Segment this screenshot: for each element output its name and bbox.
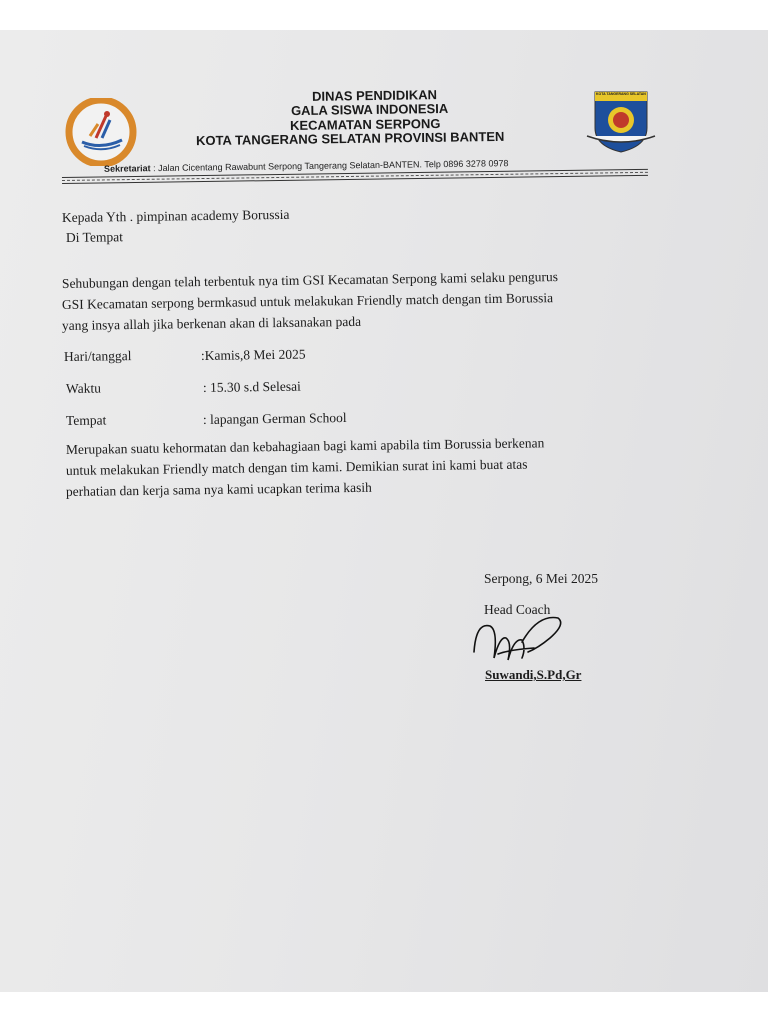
signature-date-place: Serpong, 6 Mei 2025 bbox=[484, 571, 598, 586]
gsi-logo bbox=[64, 98, 138, 166]
detail-label-time: Waktu bbox=[65, 380, 102, 396]
intro-line-1: Sehubungan dengan telah terbentuk nya tim GSI Kecamatan Serpong kami selaku pengurus bbox=[61, 269, 559, 291]
closing-line-3: perhatian dan kerja sama nya kami ucapkan terima kasih bbox=[65, 479, 372, 499]
detail-label-date: Hari/tanggal bbox=[63, 348, 132, 364]
recipient-line: Kepada Yth . pimpinan academy Borussia bbox=[61, 206, 290, 225]
recipient-place: Di Tempat bbox=[65, 229, 124, 245]
header-line-3: KECAMATAN SERPONG bbox=[289, 115, 441, 134]
secretariat-label: Sekretariat bbox=[103, 163, 151, 174]
intro-line-3: yang insya allah jika berkenan akan di laksanakan pada bbox=[61, 313, 362, 333]
header-line-2: GALA SISWA INDONESIA bbox=[290, 100, 449, 119]
intro-line-2: GSI Kecamatan serpong bermkasud untuk melakukan Friendly match dengan tim Borussia bbox=[61, 290, 554, 312]
kota-tangsel-emblem bbox=[583, 88, 659, 154]
emblem-caption: KOTA TANGERANG SELATAN bbox=[596, 92, 646, 96]
letter-page bbox=[0, 30, 768, 992]
detail-value-time: : 15.30 s.d Selesai bbox=[202, 378, 301, 395]
closing-line-2: untuk melakukan Friendly match dengan tim kami. Demikian surat ini kami buat atas bbox=[65, 456, 528, 478]
handwritten-signature bbox=[468, 608, 568, 672]
detail-value-place: : lapangan German School bbox=[202, 409, 347, 427]
secretariat-text: : Jalan Cicentang Rawabunt Serpong Tangerang Selatan-BANTEN. Telp 0896 3278 0978 bbox=[150, 158, 509, 174]
header-line-1: DINAS PENDIDIKAN bbox=[311, 87, 438, 104]
signatory-name: Suwandi,S.Pd,Gr bbox=[485, 667, 582, 682]
signature-role: Head Coach bbox=[484, 602, 551, 617]
closing-line-1: Merupakan suatu kehormatan dan kebahagiaan bagi kami apabila tim Borussia berkenan bbox=[65, 435, 545, 457]
detail-label-place: Tempat bbox=[65, 412, 107, 428]
detail-value-date: :Kamis,8 Mei 2025 bbox=[200, 346, 306, 363]
header-line-4: KOTA TANGERANG SELATAN PROVINSI BANTEN bbox=[195, 128, 505, 149]
